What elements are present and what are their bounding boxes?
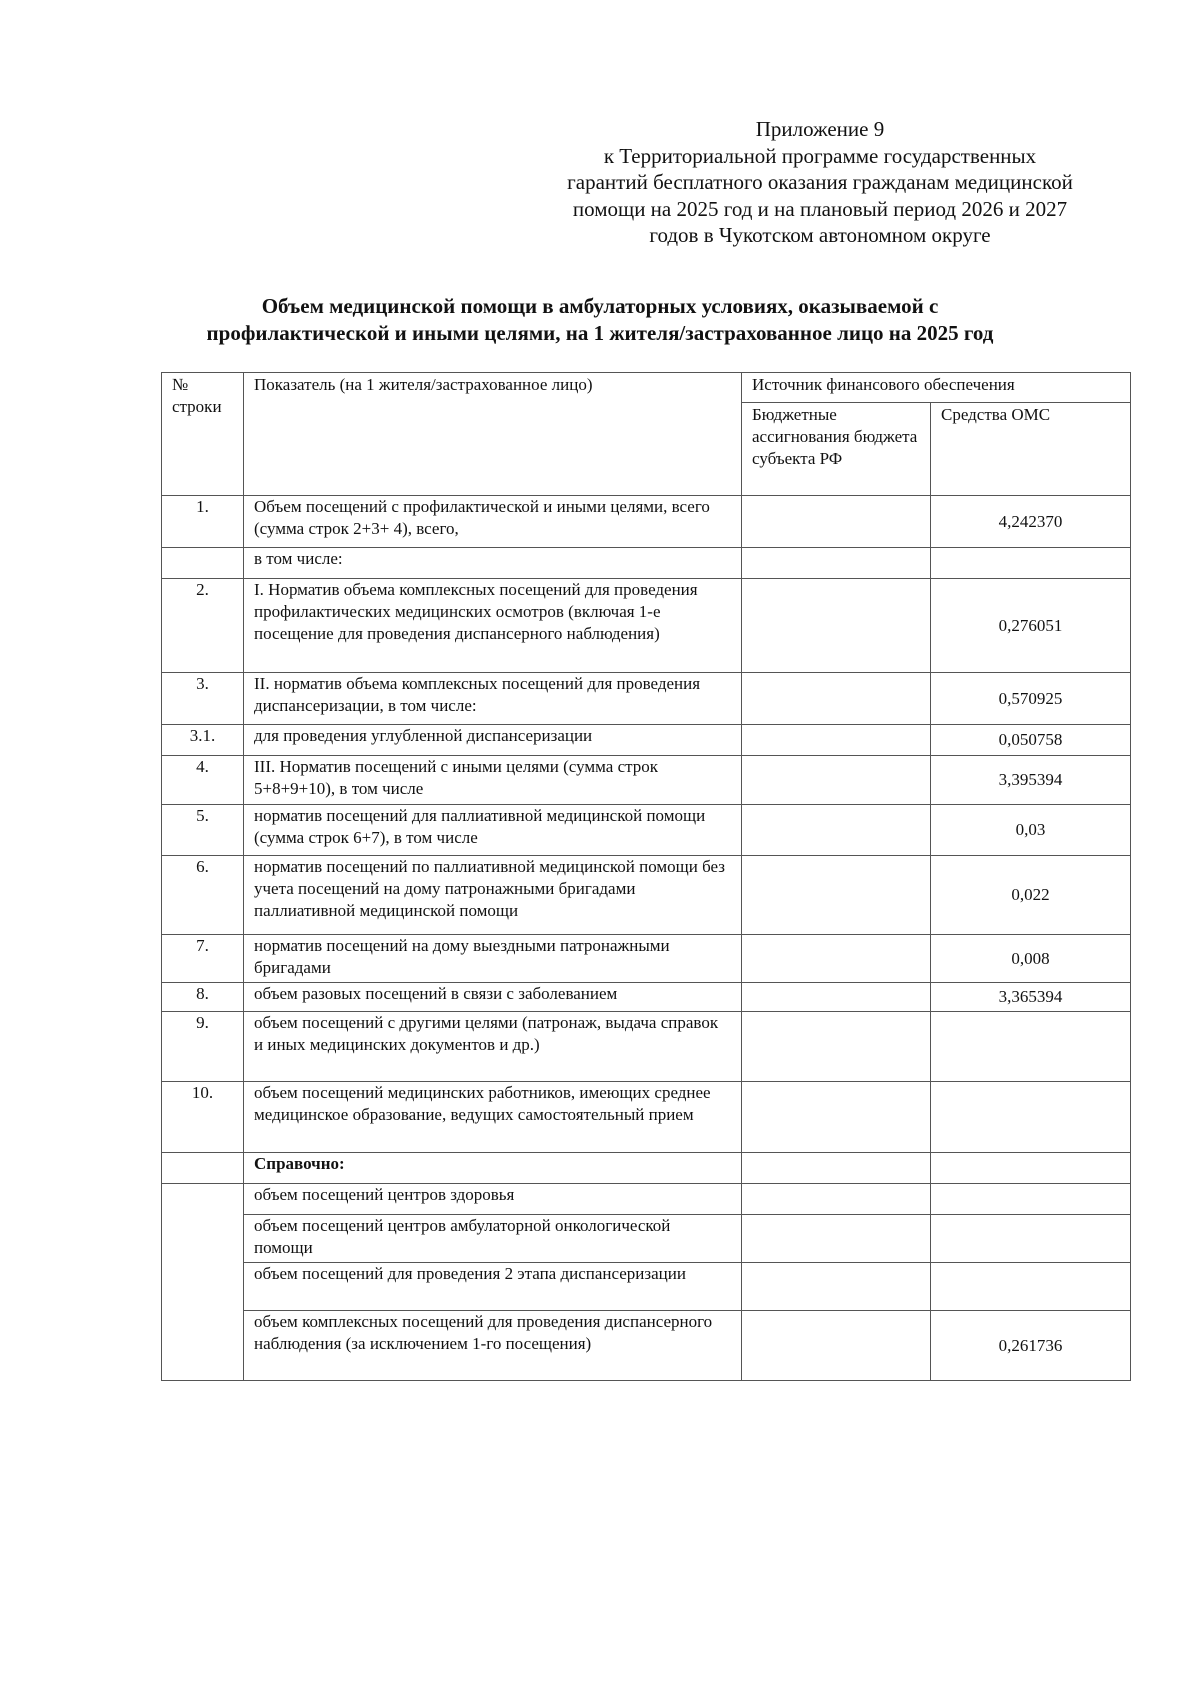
row-oms-value: 3,365394: [931, 983, 1131, 1012]
table-row: [162, 725, 1131, 756]
row-number: 6.: [162, 856, 244, 935]
appendix-number: Приложение 9: [755, 117, 885, 141]
row-indicator: объем посещений с другими целями (патронаж, выдача справок и иных медицинских документов и др.): [244, 1012, 742, 1082]
table-row: [162, 756, 1131, 805]
table-row: [162, 1012, 1131, 1082]
row-indicator: II. норматив объема комплексных посещений для проведения диспансеризации, в том числе:: [244, 673, 742, 725]
row-budget-value: [742, 1215, 931, 1263]
reference-number-cell: [162, 1184, 244, 1381]
row-number: 2.: [162, 579, 244, 673]
row-oms-value: [931, 548, 1131, 579]
row-indicator: III. Норматив посещений с иными целями (сумма строк 5+8+9+10), в том числе: [244, 756, 742, 805]
row-oms-value: [931, 1263, 1131, 1311]
row-oms-value: 0,008: [931, 935, 1131, 983]
row-oms-value: 0,276051: [931, 579, 1131, 673]
table-row: [162, 1082, 1131, 1153]
row-oms-value: 4,242370: [931, 496, 1131, 548]
table-header-row: [162, 373, 1131, 403]
reference-label: Справочно:: [244, 1153, 742, 1184]
row-indicator: объем посещений для проведения 2 этапа диспансеризации: [244, 1263, 742, 1311]
table-row: [162, 548, 1131, 579]
row-indicator: объем посещений центров здоровья: [244, 1184, 742, 1215]
row-budget-value: [742, 756, 931, 805]
reference-row: [162, 1215, 1131, 1263]
row-number: 3.: [162, 673, 244, 725]
row-number: 8.: [162, 983, 244, 1012]
table-row: [162, 856, 1131, 935]
row-indicator: в том числе:: [244, 548, 742, 579]
header-funding-source: Источник финансового обеспечения: [742, 373, 1131, 403]
row-indicator: норматив посещений для паллиативной медицинской помощи (сумма строк 6+7), в том числе: [244, 805, 742, 856]
row-number: 7.: [162, 935, 244, 983]
row-budget-value: [742, 1311, 931, 1381]
row-budget-value: [742, 1012, 931, 1082]
table-row: [162, 579, 1131, 673]
row-indicator: для проведения углубленной диспансеризации: [244, 725, 742, 756]
volume-table: [161, 372, 1131, 1381]
row-oms-value: 0,570925: [931, 673, 1131, 725]
reference-row: [162, 1263, 1131, 1311]
row-budget-value: [742, 1263, 931, 1311]
row-number: 9.: [162, 1012, 244, 1082]
header-indicator: Показатель (на 1 жителя/застрахованное лицо): [244, 373, 742, 496]
row-oms-value: 0,03: [931, 805, 1131, 856]
row-indicator: I. Норматив объема комплексных посещений для проведения профилактических медицинских осмотров (включая 1-е посещение для проведения диспансерного наблюдения): [244, 579, 742, 673]
row-number: 10.: [162, 1082, 244, 1153]
row-budget-value: [742, 1082, 931, 1153]
row-indicator: объем посещений медицинских работников, имеющих среднее медицинское образование, ведущих самостоятельный прием: [244, 1082, 742, 1153]
title-line: Объем медицинской помощи в амбулаторных условиях, оказываемой с: [261, 294, 939, 318]
row-budget-value: [742, 1153, 931, 1184]
row-indicator: Объем посещений с профилактической и иными целями, всего (сумма строк 2+3+ 4), всего,: [244, 496, 742, 548]
row-oms-value: [931, 1184, 1131, 1215]
row-budget-value: [742, 805, 931, 856]
row-oms-value: [931, 1012, 1131, 1082]
row-oms-value: 0,261736: [931, 1311, 1131, 1381]
row-number: [162, 548, 244, 579]
header-oms: Средства ОМС: [931, 403, 1131, 496]
appendix-line: гарантий бесплатного оказания гражданам медицинской: [567, 170, 1073, 194]
appendix-line: годов в Чукотском автономном округе: [649, 223, 991, 247]
row-budget-value: [742, 496, 931, 548]
reference-row: [162, 1184, 1131, 1215]
row-number: 1.: [162, 496, 244, 548]
document-title: [150, 293, 1050, 346]
table-row: [162, 673, 1131, 725]
row-indicator: норматив посещений на дому выездными патронажными бригадами: [244, 935, 742, 983]
row-oms-value: [931, 1215, 1131, 1263]
appendix-block: [520, 116, 1120, 249]
row-budget-value: [742, 856, 931, 935]
row-number: 3.1.: [162, 725, 244, 756]
row-budget-value: [742, 725, 931, 756]
row-budget-value: [742, 579, 931, 673]
row-budget-value: [742, 548, 931, 579]
reference-row: [162, 1311, 1131, 1381]
reference-label-row: [162, 1153, 1131, 1184]
row-indicator: объем комплексных посещений для проведения диспансерного наблюдения (за исключением 1-го посещения): [244, 1311, 742, 1381]
table-row: [162, 935, 1131, 983]
row-budget-value: [742, 1184, 931, 1215]
row-oms-value: 3,395394: [931, 756, 1131, 805]
row-budget-value: [742, 935, 931, 983]
table-row: [162, 983, 1131, 1012]
table-row: [162, 496, 1131, 548]
row-budget-value: [742, 673, 931, 725]
row-oms-value: [931, 1082, 1131, 1153]
appendix-line: помощи на 2025 год и на плановый период 2026 и 2027: [572, 196, 1068, 221]
row-oms-value: 0,050758: [931, 725, 1131, 756]
header-budget: Бюджетные ассигнования бюджета субъекта РФ: [742, 403, 931, 496]
title-line: профилактической и иными целями, на 1 жителя/застрахованное лицо на 2025 год: [206, 320, 994, 345]
row-indicator: объем посещений центров амбулаторной онкологической помощи: [244, 1215, 742, 1263]
row-number: 4.: [162, 756, 244, 805]
row-number-empty: [162, 1153, 244, 1184]
row-budget-value: [742, 983, 931, 1012]
row-oms-value: [931, 1153, 1131, 1184]
row-number: 5.: [162, 805, 244, 856]
row-oms-value: 0,022: [931, 856, 1131, 935]
appendix-line: к Территориальной программе государственных: [603, 143, 1037, 168]
row-indicator: норматив посещений по паллиативной медицинской помощи без учета посещений на дому патронажными бригадами паллиативной медицинской помощи: [244, 856, 742, 935]
header-row-number: № строки: [162, 373, 244, 496]
table-row: [162, 805, 1131, 856]
row-indicator: объем разовых посещений в связи с заболеванием: [244, 983, 742, 1012]
